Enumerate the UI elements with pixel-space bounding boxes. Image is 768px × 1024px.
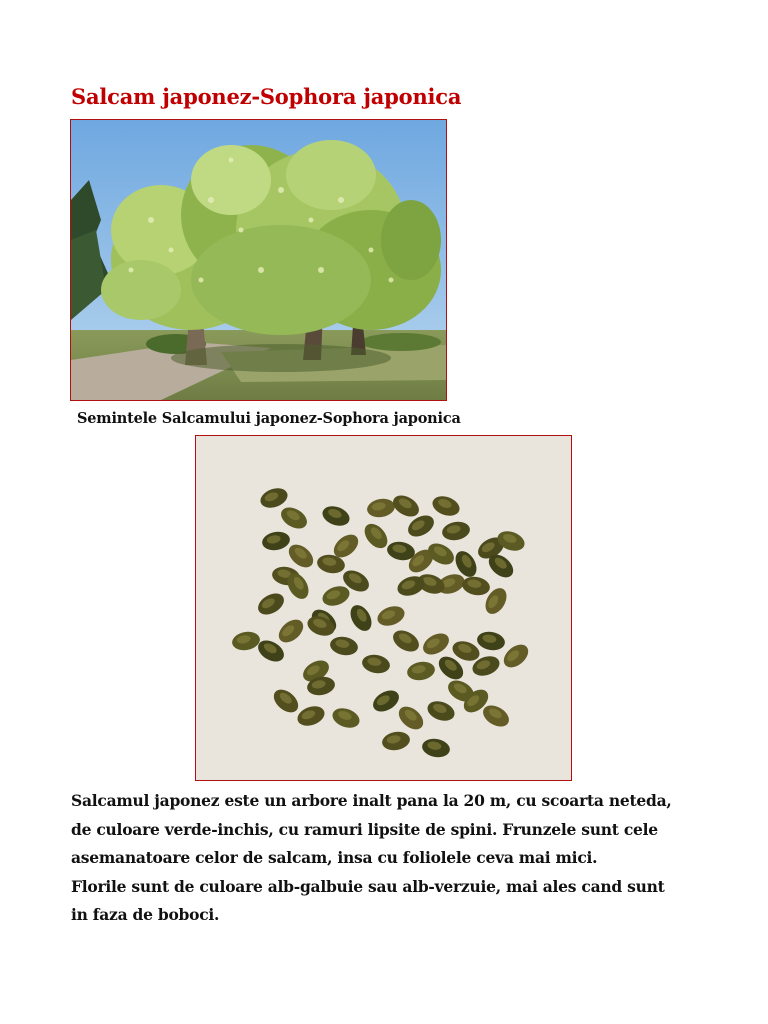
paragraph-line: Salcamul japonez este un arbore inalt pana la 20 m, cu scoarta neteda, <box>71 791 672 810</box>
paragraph-line: in faza de boboci. <box>71 905 220 924</box>
paragraph-line: de culoare verde-inchis, cu ramuri lipsite de spini. Frunzele sunt cele <box>71 819 658 839</box>
paragraph-line: asemanatoare celor de salcam, insa cu foliolele ceva mai mici. <box>71 848 598 867</box>
seeds-caption: Semintele Salcamului japonez-Sophora japonica <box>77 410 461 427</box>
description-paragraph <box>71 787 711 930</box>
paragraph-line: Florile sunt de culoare alb-galbuie sau alb-verzuie, mai ales cand sunt <box>71 876 665 896</box>
seeds-photo <box>195 435 572 781</box>
tree-photo <box>70 119 447 401</box>
page-title: Salcam japonez-Sophora japonica <box>71 84 462 109</box>
